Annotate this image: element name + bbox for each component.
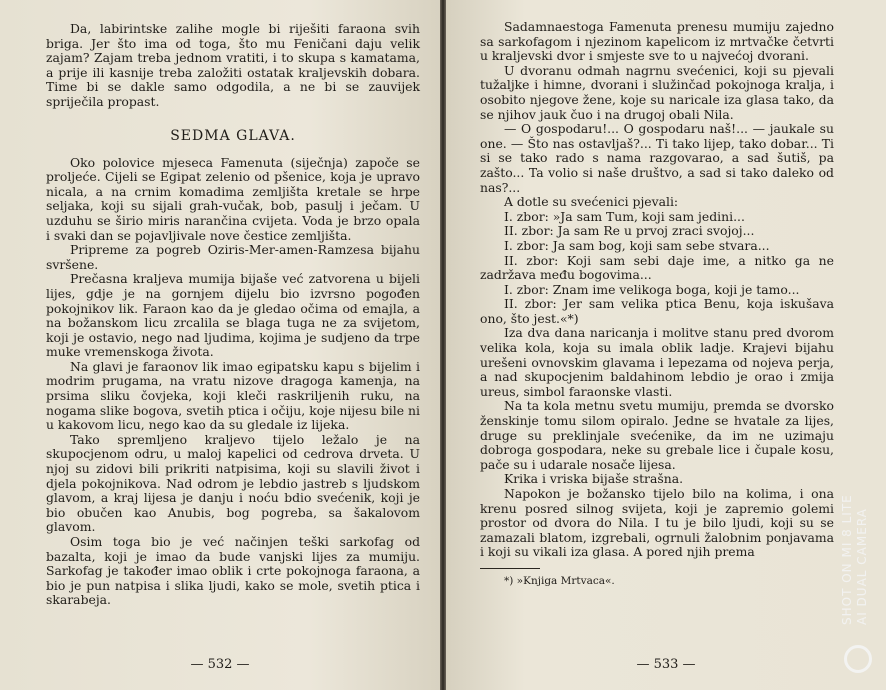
paragraph: Prečasna kraljeva mumija bijaše već zatvorena u bijeli lijes, gdje je na gornjem dijelu bio izvrsno pogođen pokojnikov lik. Faraon kao da je gledao očima od emajla, a na božanskom licu zrcalila se blaga tuga ne za svijetom, koji je ostavio, nego nad ljudima, kojima je sudjeno da trpe muke vremenskoga života. xyxy=(46,271,420,360)
watermark-text xyxy=(840,365,874,625)
watermark-line-2: AI DUAL CAMERA xyxy=(855,508,869,625)
paragraph: Na glavi je faraonov lik imao egipatsku kapu s bijelim i modrim prugama, na vratu nizove dragoga kamenja, na prsima sliku čovjeka, koji kleči raskriljenih ruku, na nogama slike bogova, svetih ptica i očiju, koje nijesu bile ni u kakovom licu, nego kao da su gledale iz lijeka. xyxy=(46,358,420,433)
watermark-line-1: SHOT ON MI 8 LITE xyxy=(840,494,854,625)
chorus-line: I. zbor: Ja sam bog, koji sam sebe stvara... xyxy=(504,237,770,253)
chorus-line: II. zbor: Jer sam velika ptica Benu, koja iskušava ono, što jest.«*) xyxy=(480,296,834,326)
camera-watermark xyxy=(840,425,874,685)
paragraph: Tako spremljeno kraljevo tijelo ležalo je na skupocjenom odru, u maloj kapelici od cedrova drveta. U njoj su zidovi bili prikriti natpisima, koji su slavili život i djela pokojnikova. Nad odrom je lebdio jastreb s ljudskom glavom, a kraj lijesa je danju i noću bdio svećenik, koji je bio obučen kao Anubis, bog pogreba, sa šakalovom glavom. xyxy=(46,431,420,535)
left-page xyxy=(0,0,440,690)
chorus-line: II. zbor: Koji sam sebi daje ime, a nitko ga ne zadržava među bogovima... xyxy=(480,252,834,283)
paragraph: Napokon je božansko tijelo bilo na kolima, i ona krenu posred silnog svijeta, koji je zapremio golemi prostor od dvora do Nila. I tu je bilo ljudi, koji su se zamazali blatom, izgrebali, ogrnuli žalobnim ponjavama i koji su vikali iza glasa. A pored njih prema xyxy=(480,486,834,560)
chorus-line: I. zbor: »Ja sam Tum, koji sam jedini... xyxy=(504,208,745,224)
paragraph: Iza dva dana naricanja i molitve stanu pred dvorom velika kola, koja su imala oblik ladje. Krajevi bijahu urešeni ovnovskim glavama i lepezama od nojeva perja, a nad skupocjenim baldahinom lebdio je orao i zmija ureus, simbol faraonske vlasti. xyxy=(480,325,834,399)
paragraph: Da, labirintske zalihe mogle bi riješiti faraona svih briga. Jer što ima od toga, što mu Feničani daju velik zajam? Zajam treba jednom vratiti, i to skupa s kamatama, a prije ili kasnije treba založiti ostatak kraljevskih dobara. Time bi se dakle samo odgodila, a ne bi se zauvijek spriječila propast. xyxy=(46,21,420,109)
paragraph: — O gospodaru!... O gospodaru naš!... — jaukale su one. — Što nas ostavljaš?... Ti tako lijep, tako dobar... Ti si se tako rado s nama razgovarao, a sad šutiš, pa zašto... Ta volio si naše društvo, a sad si tako daleko od nas?... xyxy=(480,121,834,195)
chorus-line: II. zbor: Ja sam Re u prvoj zraci svojoj... xyxy=(504,223,755,239)
paragraph: A dotle su svećenici pjevali: xyxy=(504,194,679,210)
paragraph: Sadamnaestoga Famenuta prenesu mumiju zajedno sa sarkofagom i njezinom kapelicom iz mrtvačke četvrti u kraljevski dvor i smjeste sve to u najvećoj dvorani. xyxy=(480,19,834,64)
chorus-line: I. zbor: Znam ime velikoga boga, koji je tamo... xyxy=(504,281,800,297)
paragraph: Oko polovice mjeseca Famenuta (siječnja) započe se proljeće. Cijeli se Egipat zelenio od pšenice, koja je upravo nicala, a na crnim komadima zemljišta kretale se hrpe seljaka, koji su sijali grah-vučak, bob, pasulj i ječam. U uzduhu se širio miris narančina cvijeta. Voda je brzo opala i svaki dan se pojavljivale nove čestice zemljišta. xyxy=(46,154,420,243)
paragraph: Na ta kola metnu svetu mumiju, premda se dvorsko ženskinje tomu silom opiralo. Jedne se hvatale za lijes, druge su preklinjale svećenike, da im ne uzimaju dobroga gospodara, neke su grebale lice i čupale kosu, pače su i udarale nosače lijesa. xyxy=(480,398,834,472)
paragraph: Pripreme za pogreb Oziris-Mer-amen-Ramzesa bijahu svršene. xyxy=(46,242,420,272)
right-page xyxy=(446,0,886,690)
footnote-rule xyxy=(480,568,540,569)
camera-logo-icon xyxy=(844,645,872,673)
page-number-left: — 532 — xyxy=(190,657,250,672)
chapter-title: SEDMA GLAVA. xyxy=(170,127,296,144)
page-number-right: — 533 — xyxy=(636,657,696,672)
paragraph: Osim toga bio je već načinjen teški sarkofag od bazalta, koji je imao da bude vanjski lijes za mumiju. Sarkofag je također imao oblik i crte pokojnoga faraona, a bio je pun natpisa i slika ljudi, kako se mole, svetih ptica i skarabeja. xyxy=(46,534,420,608)
paragraph: U dvoranu odmah nagrnu svećenici, koji su pjevali tužaljke i himne, dvorani i služinčad pokojnoga kralja, i osobito njegove žene, koje su naricale iza glasa tako, da se njihov jauk čuo i na drugoj obali Nila. xyxy=(480,62,834,122)
footnote: *) »Knjiga Mrtvaca«. xyxy=(504,574,615,587)
paragraph: Krika i vriska bijaše strašna. xyxy=(504,471,684,487)
